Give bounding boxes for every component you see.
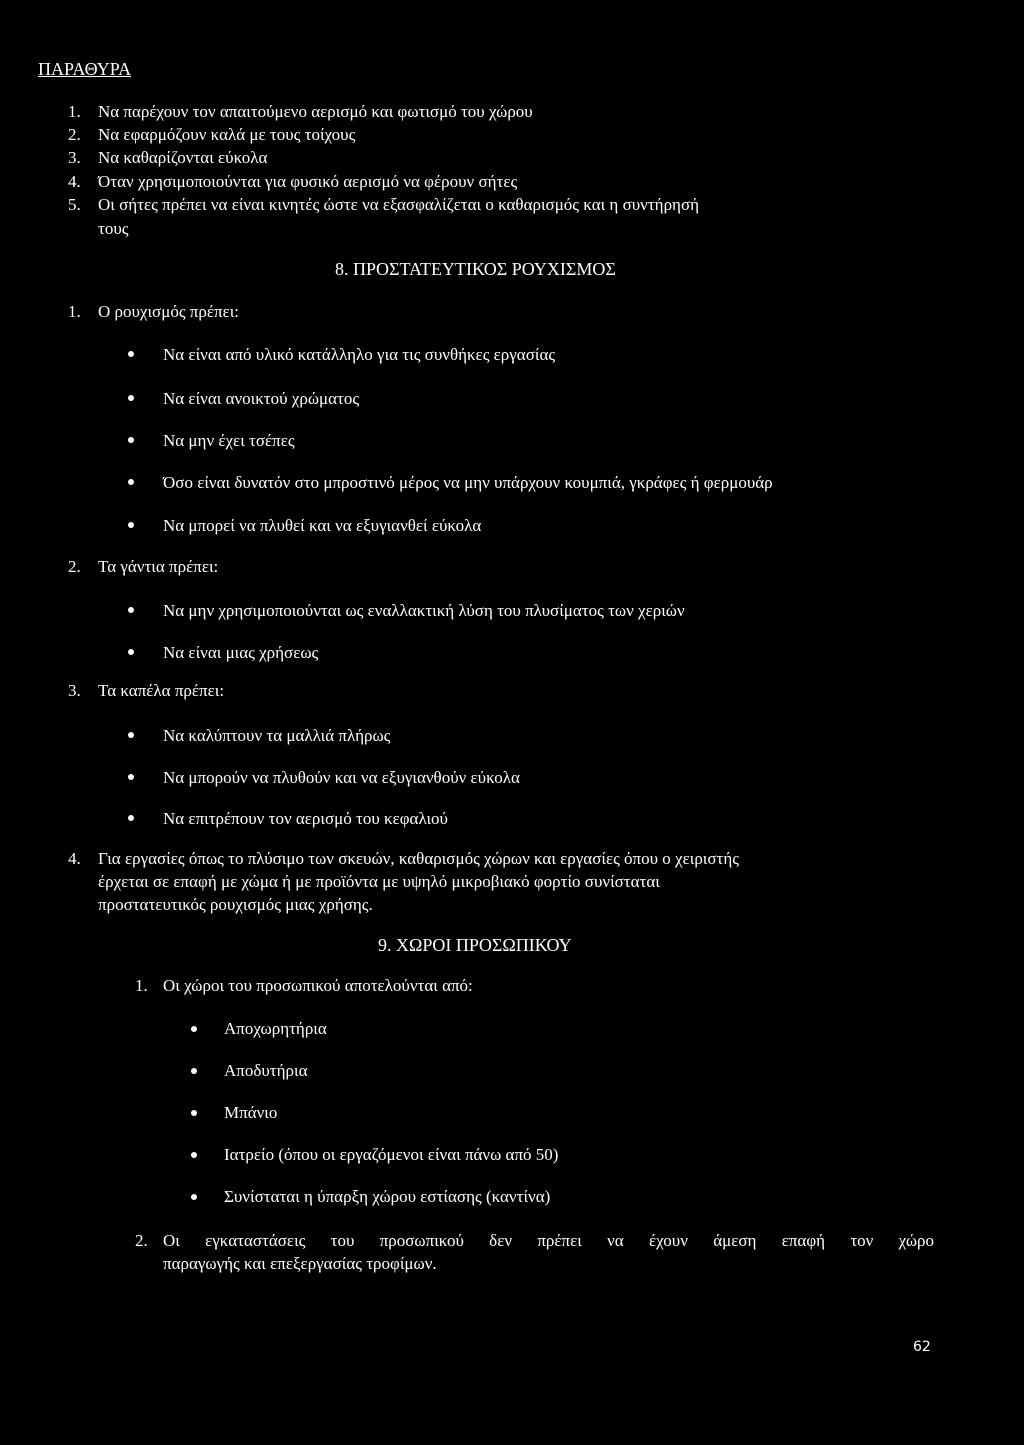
page-number: 62: [913, 1339, 931, 1355]
bullet-item: Αποδυτήρια: [224, 1061, 308, 1080]
bullet-item: Μπάνιο: [224, 1103, 278, 1122]
paragraph-line: Για εργασίες όπως το πλύσιμο των σκευών, καθαρισμός χώρων και εργασίες όπου ο χειριστής: [98, 849, 739, 868]
bullet-icon: [128, 437, 134, 443]
bullet-item: Αποχωρητήρια: [224, 1019, 327, 1038]
list-item: Οι σήτες πρέπει να είναι κινητές ώστε να εξασφαλίζεται ο καθαρισμός και η συντήρησή: [98, 195, 699, 214]
list-number: 5.: [68, 195, 81, 214]
bullet-icon: [128, 649, 134, 655]
paragraph-line: παραγωγής και επεξεργασίας τροφίμων.: [163, 1254, 437, 1273]
block-label: Τα γάντια πρέπει:: [98, 557, 219, 576]
bullet-item: Να μην χρησιμοποιούνται ως εναλλακτική λύση του πλυσίματος των χεριών: [163, 601, 685, 620]
bullet-item: Να είναι μιας χρήσεως: [163, 643, 319, 662]
bullet-item: Όσο είναι δυνατόν στο μπροστινό μέρος να μην υπάρχουν κουμπιά, γκράφες ή φερμουάρ: [163, 473, 773, 492]
bullet-icon: [128, 732, 134, 738]
list-item-continuation: τους: [98, 219, 129, 238]
list-item: Να παρέχουν τον απαιτούμενο αερισμό και φωτισμό του χώρου: [98, 102, 533, 121]
bullet-icon: [128, 774, 134, 780]
bullet-icon: [128, 479, 134, 485]
bullet-item: Να μπορούν να πλυθούν και να εξυγιανθούν εύκολα: [163, 768, 520, 787]
list-number: 1.: [68, 302, 81, 321]
list-number: 3.: [68, 681, 81, 700]
bullet-icon: [128, 351, 134, 357]
block-label: Τα καπέλα πρέπει:: [98, 681, 225, 700]
list-number: 2.: [68, 557, 81, 576]
bullet-icon: [191, 1026, 197, 1032]
bullet-icon: [128, 395, 134, 401]
list-number: 1.: [68, 102, 81, 121]
bullet-item: Να είναι από υλικό κατάλληλο για τις συνθήκες εργασίας: [163, 345, 556, 364]
list-number: 2.: [68, 125, 81, 144]
bullet-item: Ιατρείο (όπου οι εργαζόμενοι είναι πάνω από 50): [224, 1145, 559, 1164]
block-label: Οι χώροι του προσωπικού αποτελούνται από:: [163, 976, 473, 995]
bullet-icon: [191, 1194, 197, 1200]
bullet-icon: [128, 522, 134, 528]
bullet-icon: [128, 815, 134, 821]
list-item: Όταν χρησιμοποιούνται για φυσικό αερισμό να φέρουν σήτες: [98, 172, 518, 191]
list-item: Να εφαρμόζουν καλά με τους τοίχους: [98, 125, 356, 144]
bullet-icon: [191, 1068, 197, 1074]
list-number: 2.: [135, 1231, 148, 1250]
list-item: Να καθαρίζονται εύκολα: [98, 148, 268, 167]
section-heading: 9. ΧΩΡΟΙ ΠΡΟΣΩΠΙΚΟΥ: [378, 935, 572, 955]
bullet-icon: [191, 1152, 197, 1158]
list-number: 4.: [68, 849, 81, 868]
bullet-item: Συνίσταται η ύπαρξη χώρου εστίασης (καντίνα): [224, 1187, 551, 1206]
paragraph-line: Οι εγκαταστάσεις του προσωπικού δεν πρέπει να έχουν άμεση επαφή τον χώρο: [163, 1231, 934, 1250]
bullet-item: Να καλύπτουν τα μαλλιά πλήρως: [163, 726, 391, 745]
block-label: Ο ρουχισμός πρέπει:: [98, 302, 240, 321]
bullet-item: Να μπορεί να πλυθεί και να εξυγιανθεί εύκολα: [163, 516, 482, 535]
bullet-item: Να μην έχει τσέπες: [163, 431, 295, 450]
list-number: 3.: [68, 148, 81, 167]
paragraph-line: έρχεται σε επαφή με χώμα ή με προϊόντα με υψηλό μικροβιακό φορτίο συνίσταται: [98, 872, 660, 891]
list-number: 4.: [68, 172, 81, 191]
list-number: 1.: [135, 976, 148, 995]
page-title: ΠΑΡΑΘΥΡΑ: [38, 59, 132, 79]
section-heading: 8. ΠΡΟΣΤΑΤΕΥΤΙΚΟΣ ΡΟΥΧΙΣΜΟΣ: [335, 259, 616, 279]
bullet-item: Να επιτρέπουν τον αερισμό του κεφαλιού: [163, 809, 448, 828]
paragraph-line: προστατευτικός ρουχισμός μιας χρήσης.: [98, 895, 373, 914]
bullet-icon: [191, 1110, 197, 1116]
bullet-icon: [128, 607, 134, 613]
bullet-item: Να είναι ανοικτού χρώματος: [163, 389, 360, 408]
